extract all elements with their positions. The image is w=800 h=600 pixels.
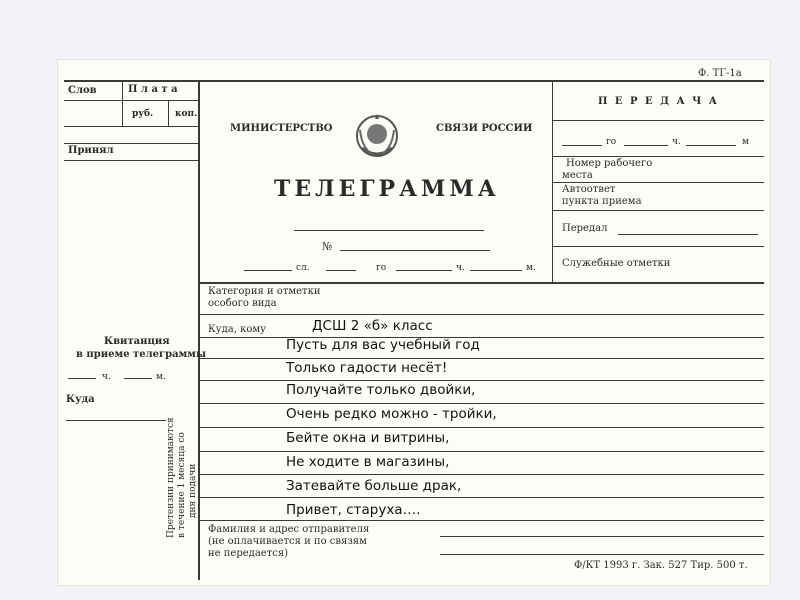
form-code: Ф. ТГ-1а xyxy=(698,68,742,79)
rub-kop-divider xyxy=(168,100,169,126)
footer-print-info: Ф/КТ 1993 г. Зак. 527 Тир. 500 т. xyxy=(574,560,748,571)
left-rule-1 xyxy=(64,100,198,101)
telegram-title: ТЕЛЕГРАММА xyxy=(274,176,500,202)
message-rule-5 xyxy=(198,427,764,428)
left-rule-4 xyxy=(64,160,198,161)
category-label-1: Категория и отметки xyxy=(208,286,321,297)
transmission-label: П Е Р Е Д А Ч А xyxy=(598,96,719,107)
words-label: Слов xyxy=(68,85,97,96)
receipt-minute-line xyxy=(124,378,152,379)
go-line-2 xyxy=(396,270,452,271)
coat-of-arms-icon xyxy=(352,110,402,162)
accepted-label: Принял xyxy=(68,145,114,156)
sender-label-3: не передается) xyxy=(208,548,289,559)
message-rule-1 xyxy=(198,337,764,338)
message-rule-4 xyxy=(198,403,764,404)
sender-label-2: (не оплачивается и по связям xyxy=(208,536,367,547)
receipt-title: Квитанция xyxy=(104,336,170,347)
to-whom-label: Куда, кому xyxy=(208,324,267,335)
message-rule-6 xyxy=(198,451,764,452)
claims-line-3: дня подачи xyxy=(188,463,198,518)
sl-label: сл. xyxy=(296,263,310,273)
receipt-where-line xyxy=(66,420,166,421)
category-label-2: особого вида xyxy=(208,298,277,309)
number-line xyxy=(340,250,490,251)
title-underline xyxy=(294,230,484,231)
message-line: Пусть для вас учебный год xyxy=(286,337,480,353)
right-column-border xyxy=(552,80,553,282)
message-top-rule xyxy=(198,282,764,284)
right-rule-1 xyxy=(552,120,764,121)
message-line: Не ходите в магазины, xyxy=(286,454,450,470)
claims-line-2: в течение 1 месяца со xyxy=(177,432,187,538)
sl-line xyxy=(244,270,292,271)
right-go-line xyxy=(562,145,602,146)
message-recipient: ДСШ 2 «б» класс xyxy=(312,318,433,334)
message-line: Привет, старуха…. xyxy=(286,502,421,518)
right-h-label: ч. xyxy=(672,137,681,147)
workplace-label-1: Номер рабочего xyxy=(566,158,653,169)
m-label: м. xyxy=(526,263,536,273)
right-top-rule xyxy=(552,80,764,82)
payment-label: П л а т а xyxy=(128,84,178,95)
message-line: Очень редко можно - тройки, xyxy=(286,406,497,422)
telegram-form xyxy=(58,60,770,585)
right-rule-3 xyxy=(552,182,764,183)
message-line: Бейте окна и витрины, xyxy=(286,430,450,446)
number-sign: № xyxy=(322,240,333,253)
kop-label: коп. xyxy=(175,109,198,119)
message-line: Затевайте больше драк, xyxy=(286,478,462,494)
service-marks-label: Служебные отметки xyxy=(562,258,671,269)
h-label: ч. xyxy=(456,263,465,273)
receipt-where-label: Куда xyxy=(66,394,95,405)
right-h-line xyxy=(624,145,668,146)
left-rule-3 xyxy=(64,143,198,144)
receipt-minutes-label: м. xyxy=(156,372,166,382)
message-rule-2 xyxy=(198,358,764,359)
center-top-rule xyxy=(198,80,552,82)
sender-label-1: Фамилия и адрес отправителя xyxy=(208,524,370,535)
go-label: го xyxy=(376,263,387,273)
left-top-rule xyxy=(64,80,198,82)
transmitted-label: Передал xyxy=(562,223,608,234)
right-rule-5 xyxy=(552,246,764,247)
ministry-label-2: СВЯЗИ РОССИИ xyxy=(436,123,533,134)
message-rule-3 xyxy=(198,380,764,381)
rub-label: руб. xyxy=(132,109,154,119)
sender-line-2 xyxy=(440,554,764,555)
sender-line-1 xyxy=(440,536,764,537)
transmitted-line xyxy=(618,234,758,235)
message-rule-8 xyxy=(198,497,764,498)
receipt-hours-label: ч. xyxy=(102,372,111,382)
message-line: Получайте только двойки, xyxy=(286,382,476,398)
right-m-label: м xyxy=(742,137,750,147)
message-rule-0 xyxy=(198,314,764,315)
right-m-line xyxy=(686,145,736,146)
message-line: Только гадости несёт! xyxy=(286,360,448,376)
receipt-subtitle: в приеме телеграммы xyxy=(76,349,207,360)
right-rule-2 xyxy=(552,156,764,157)
right-rule-4 xyxy=(552,210,764,211)
ministry-label: МИНИСТЕРСТВО xyxy=(230,123,333,134)
message-rule-7 xyxy=(198,474,764,475)
claims-line-1: Претензии принимаются xyxy=(166,417,176,538)
autoanswer-label-1: Автоответ xyxy=(562,184,616,195)
receipt-hour-line xyxy=(68,378,96,379)
h-line xyxy=(470,270,522,271)
workplace-label-2: места xyxy=(562,170,593,181)
message-rule-9 xyxy=(198,520,764,521)
right-go-label: го xyxy=(606,137,617,147)
left-divider xyxy=(122,80,123,126)
left-rule-2 xyxy=(64,126,198,127)
go-line-1 xyxy=(326,270,356,271)
autoanswer-label-2: пункта приема xyxy=(562,196,642,207)
